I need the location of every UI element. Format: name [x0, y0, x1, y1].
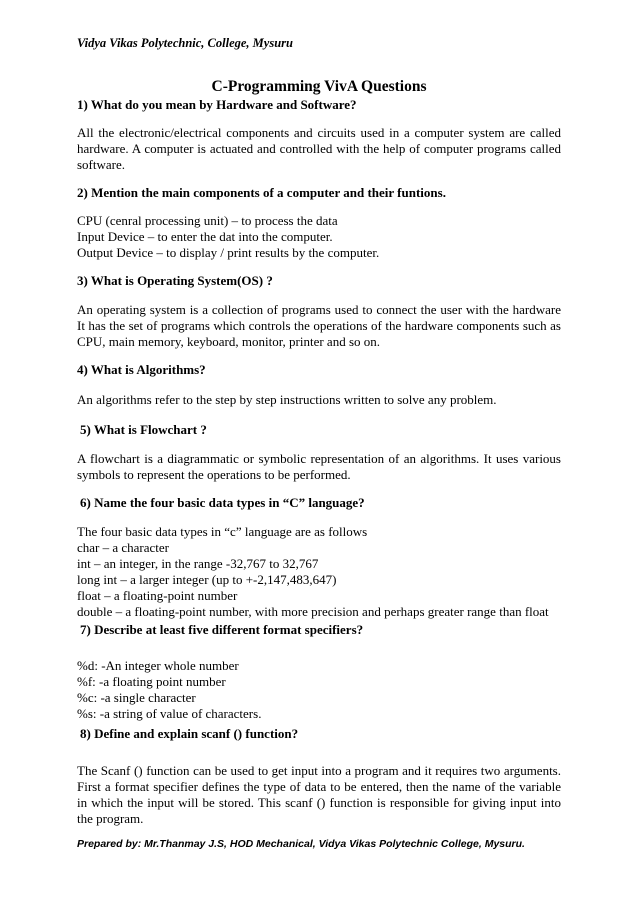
answer-6	[77, 524, 577, 620]
answer-4: An algorithms refer to the step by step instructions written to solve any problem.	[77, 392, 497, 407]
answer-6-line: double – a floating-point number, with more precision and perhaps greater range than float	[77, 604, 549, 619]
answer-1: All the electronic/electrical components and circuits used in a computer system are called hardware. A computer is actuated and controlled with the help of computer programs called software.	[77, 125, 561, 172]
question-2: 2) Mention the main components of a computer and their funtions.	[77, 185, 446, 200]
answer-2	[77, 213, 577, 261]
answer-7	[77, 658, 577, 722]
answer-3: An operating system is a collection of programs used to connect the user with the hardware It has the set of programs which controls the operations of the hardware components such as CPU, main memory, keyboard, monitor, printer and so on.	[77, 302, 561, 349]
answer-7-line: %s: -a string of value of characters.	[77, 706, 262, 721]
answer-7-line: %d: -An integer whole number	[77, 658, 239, 673]
page-footer: Prepared by: Mr.Thanmay J.S, HOD Mechanical, Vidya Vikas Polytechnic College, Mysuru.	[77, 838, 525, 850]
answer-7-line: %c: -a single character	[77, 690, 196, 705]
answer-2-line: CPU (cenral processing unit) – to process the data	[77, 213, 338, 228]
answer-2-line: Output Device – to display / print results by the computer.	[77, 245, 380, 260]
question-4: 4) What is Algorithms?	[77, 362, 206, 377]
answer-6-line: float – a floating-point number	[77, 588, 238, 603]
answer-6-line: long int – a larger integer (up to +-2,147,483,647)	[77, 572, 337, 587]
answer-5: A flowchart is a diagrammatic or symbolic representation of an algorithms. It uses various symbols to represent the operations to be performed.	[77, 451, 561, 482]
question-7: 7) Describe at least five different format specifiers?	[80, 622, 364, 637]
answer-2-line: Input Device – to enter the dat into the computer.	[77, 229, 333, 244]
page-title: C-Programming VivA Questions	[211, 78, 427, 95]
question-3: 3) What is Operating System(OS) ?	[77, 273, 273, 288]
answer-6-line: The four basic data types in “c” language are as follows	[77, 524, 368, 539]
question-8: 8) Define and explain scanf () function?	[80, 726, 299, 741]
answer-6-line: char – a character	[77, 540, 170, 555]
question-6: 6) Name the four basic data types in “C” language?	[80, 495, 365, 510]
page-header: Vidya Vikas Polytechnic, College, Mysuru	[77, 36, 293, 50]
answer-7-line: %f: -a floating point number	[77, 674, 226, 689]
answer-8: The Scanf () function can be used to get input into a program and it requires two arguments. First a format specifier defines the type of data to be entered, then the name of the variable in which the input will be stored. This scanf () function is responsible for giving input into the program.	[77, 763, 561, 826]
answer-6-line: int – an integer, in the range -32,767 to 32,767	[77, 556, 319, 571]
question-1: 1) What do you mean by Hardware and Software?	[77, 97, 357, 112]
question-5: 5) What is Flowchart ?	[80, 422, 207, 437]
